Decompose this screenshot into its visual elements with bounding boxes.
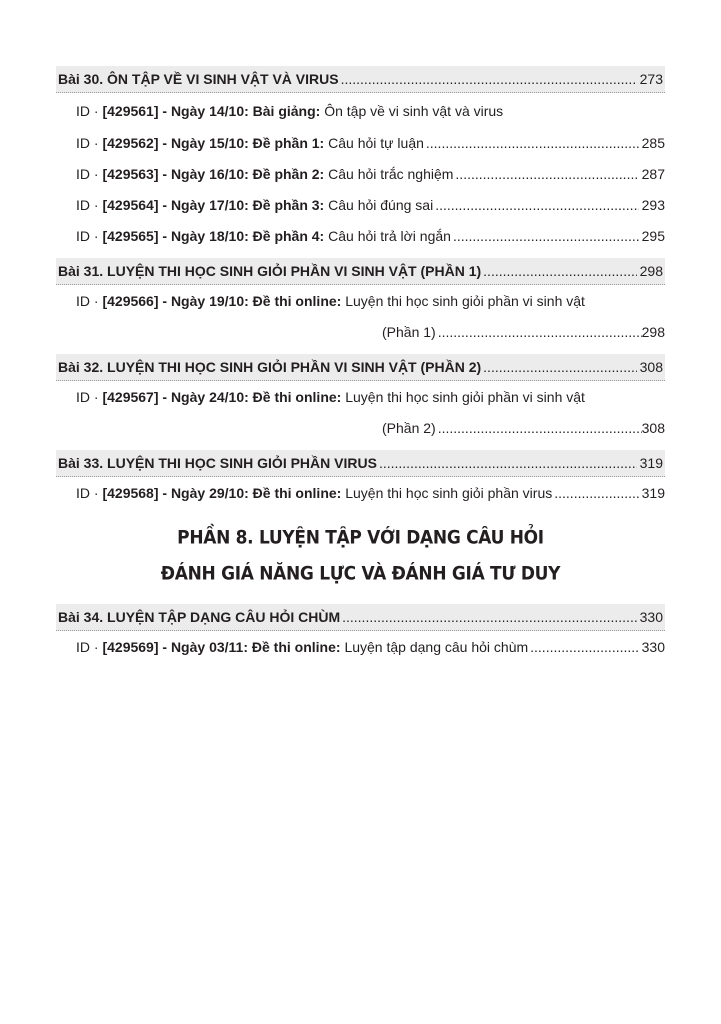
entry-kind: Đề thi online: xyxy=(251,639,341,655)
page-number: 298 xyxy=(639,263,663,279)
leader-dots xyxy=(341,71,637,87)
lesson-header[interactable] xyxy=(56,604,665,631)
leader-dots xyxy=(426,135,639,151)
entry-desc: Câu hỏi trắc nghiệm xyxy=(324,166,454,182)
page-number: 273 xyxy=(639,71,663,87)
entry-date: - Ngày 03/11: xyxy=(158,639,252,655)
entry-code: [429561] xyxy=(102,103,159,119)
section-heading-line-2: ĐÁNH GIÁ NĂNG LỰC VÀ ĐÁNH GIÁ TƯ DUY xyxy=(160,563,561,585)
entry-date: - Ngày 18/10: xyxy=(158,228,253,244)
toc-entry[interactable] xyxy=(76,99,665,123)
page-number: 287 xyxy=(641,166,665,182)
entry-id-label: ID · xyxy=(76,197,103,213)
toc-entry[interactable] xyxy=(76,289,665,313)
leader-dots xyxy=(438,420,642,436)
toc-entry[interactable] xyxy=(76,635,665,659)
entry-desc: Câu hỏi tự luận xyxy=(324,135,424,151)
entry-code: [429568] xyxy=(102,485,159,501)
toc-entry[interactable] xyxy=(76,481,665,505)
leader-dots xyxy=(453,228,639,244)
entry-date: - Ngày 15/10: xyxy=(158,135,253,151)
entry-id-label: ID · xyxy=(76,103,103,119)
entry-date: - Ngày 14/10: xyxy=(158,103,253,119)
entry-desc: Luyện thi học sinh giỏi phần vi sinh vật xyxy=(341,389,585,405)
entry-id-label: ID · xyxy=(76,135,103,151)
entry-desc: Ôn tập về vi sinh vật và virus xyxy=(320,103,504,119)
entry-date: - Ngày 29/10: xyxy=(158,485,253,501)
entry-code: [429563] xyxy=(102,166,159,182)
toc-entry[interactable] xyxy=(76,385,665,409)
entry-code: [429565] xyxy=(102,228,159,244)
entry-id-label: ID · xyxy=(76,166,103,182)
lesson-header[interactable] xyxy=(56,258,665,285)
entry-id-label: ID · xyxy=(76,228,103,244)
page-number: 295 xyxy=(641,228,665,244)
entry-desc: Luyện thi học sinh giỏi phần vi sinh vật xyxy=(341,293,585,309)
toc-entry[interactable] xyxy=(76,224,665,248)
entry-code: [429569] xyxy=(102,639,159,655)
entry-desc-continued: (Phần 2) xyxy=(382,420,436,436)
entry-id-label: ID · xyxy=(76,485,103,501)
page-number: 330 xyxy=(641,639,665,655)
leader-dots xyxy=(455,166,638,182)
leader-dots xyxy=(483,263,636,279)
toc-entry[interactable] xyxy=(76,162,665,186)
leader-dots xyxy=(438,324,642,340)
entry-date: - Ngày 16/10: xyxy=(158,166,253,182)
toc-entry-continuation[interactable] xyxy=(382,320,665,344)
entry-kind: Đề phần 2: xyxy=(252,166,325,182)
entry-desc: Luyện tập dạng câu hỏi chùm xyxy=(340,639,529,655)
section-heading-line-1: PHẦN 8. LUYỆN TẬP VỚI DẠNG CÂU HỎI xyxy=(177,527,544,549)
entry-kind: Đề thi online: xyxy=(252,389,342,405)
page-number: 330 xyxy=(639,609,663,625)
toc-entry-continuation[interactable] xyxy=(382,416,665,440)
leader-dots xyxy=(342,609,637,625)
lesson-title: Bài 32. LUYỆN THI HỌC SINH GIỎI PHẦN VI SINH VẬT (PHẦN 2) xyxy=(58,359,482,375)
entry-id-label: ID · xyxy=(76,639,103,655)
leader-dots xyxy=(554,485,638,501)
lesson-title: Bài 33. LUYỆN THI HỌC SINH GIỎI PHẦN VIRUS xyxy=(58,455,377,471)
entry-id-label: ID · xyxy=(76,293,103,309)
page-number: 298 xyxy=(641,324,665,340)
lesson-title: Bài 34. LUYỆN TẬP DẠNG CÂU HỎI CHÙM xyxy=(58,609,341,625)
entry-desc: Luyện thi học sinh giỏi phần virus xyxy=(341,485,553,501)
toc-entry[interactable] xyxy=(76,193,665,217)
entry-kind: Đề phần 3: xyxy=(252,197,325,213)
entry-desc: Câu hỏi trả lời ngắn xyxy=(324,228,451,244)
entry-date: - Ngày 19/10: xyxy=(158,293,253,309)
toc-entry[interactable] xyxy=(76,131,665,155)
leader-dots xyxy=(530,639,639,655)
leader-dots xyxy=(379,455,637,471)
entry-kind: Đề phần 4: xyxy=(252,228,325,244)
entry-code: [429564] xyxy=(102,197,159,213)
entry-kind: Bài giảng: xyxy=(252,103,321,119)
page-number: 308 xyxy=(639,359,663,375)
entry-desc: Câu hỏi đúng sai xyxy=(324,197,434,213)
entry-date: - Ngày 24/10: xyxy=(158,389,253,405)
entry-date: - Ngày 17/10: xyxy=(158,197,253,213)
entry-code: [429567] xyxy=(102,389,159,405)
lesson-title: Bài 30. ÔN TẬP VỀ VI SINH VẬT VÀ VIRUS xyxy=(58,71,339,87)
lesson-header[interactable] xyxy=(56,66,665,93)
entry-kind: Đề thi online: xyxy=(252,293,342,309)
entry-kind: Đề phần 1: xyxy=(252,135,325,151)
lesson-header[interactable] xyxy=(56,354,665,381)
lesson-header[interactable] xyxy=(56,450,665,477)
page-number: 319 xyxy=(641,485,665,501)
page-number: 293 xyxy=(641,197,665,213)
entry-desc-continued: (Phần 1) xyxy=(382,324,436,340)
page-number: 308 xyxy=(641,420,665,436)
leader-dots xyxy=(483,359,636,375)
entry-code: [429562] xyxy=(102,135,159,151)
entry-kind: Đề thi online: xyxy=(252,485,342,501)
page-number: 319 xyxy=(639,455,663,471)
leader-dots xyxy=(435,197,638,213)
lesson-title: Bài 31. LUYỆN THI HỌC SINH GIỎI PHẦN VI SINH VẬT (PHẦN 1) xyxy=(58,263,482,279)
entry-code: [429566] xyxy=(102,293,159,309)
page-number: 285 xyxy=(641,135,665,151)
entry-id-label: ID · xyxy=(76,389,103,405)
